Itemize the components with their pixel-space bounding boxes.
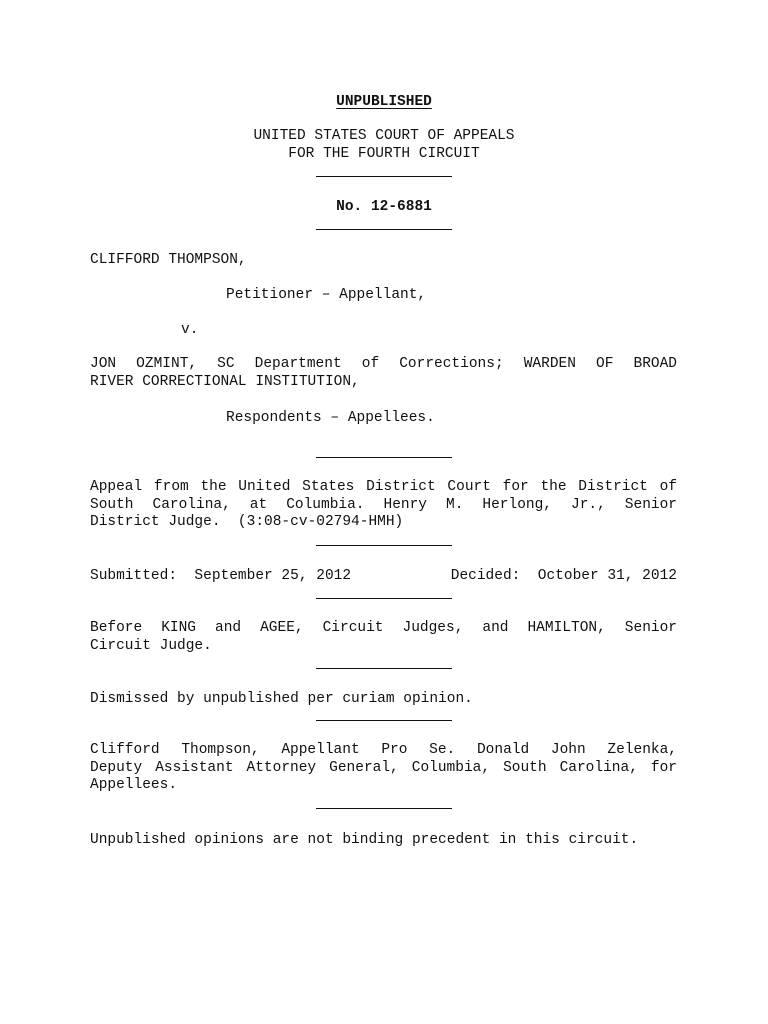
divider-rule [316, 598, 452, 599]
divider-rule [316, 808, 452, 809]
counsel-line-2: Deputy Assistant Attorney General, Columbia, South Carolina, for [90, 759, 677, 776]
panel-line-2: Circuit Judge. [90, 637, 212, 654]
court-name-line-1: UNITED STATES COURT OF APPEALS [253, 128, 515, 144]
petitioner-name: CLIFFORD THOMPSON, [90, 252, 247, 268]
respondent-role: Respondents – Appellees. [226, 410, 435, 426]
disposition-text: Dismissed by unpublished per curiam opinion. [90, 691, 473, 707]
appeal-line-1: Appeal from the United States District Court for the District of [90, 479, 677, 495]
petitioner-role: Petitioner – Appellant, [226, 287, 427, 303]
divider-rule [316, 457, 452, 458]
respondents-block [90, 356, 677, 391]
panel-line-1: Before KING and AGEE, Circuit Judges, and HAMILTON, Senior [90, 620, 677, 636]
panel-paragraph [90, 620, 677, 655]
counsel-line-1: Clifford Thompson, Appellant Pro Se. Donald John Zelenka, [90, 742, 677, 758]
divider-rule [316, 720, 452, 721]
divider-rule [316, 176, 452, 177]
divider-rule [316, 668, 452, 669]
court-name-line-2: FOR THE FOURTH CIRCUIT [288, 146, 480, 162]
submitted-date: Submitted: September 25, 2012 [90, 568, 352, 584]
versus-label: v. [181, 322, 199, 338]
precedent-note: Unpublished opinions are not binding precedent in this circuit. [90, 832, 639, 848]
respondent-line-2: RIVER CORRECTIONAL INSTITUTION, [90, 373, 360, 390]
divider-rule [316, 545, 452, 546]
respondent-line-1: JON OZMINT, SC Department of Corrections; WARDEN OF BROAD [90, 356, 677, 372]
case-number: No. 12-6881 [336, 199, 432, 215]
unpublished-label: UNPUBLISHED [336, 94, 432, 110]
appeal-line-2: South Carolina, at Columbia. Henry M. Herlong, Jr., Senior [90, 496, 677, 513]
appeal-paragraph [90, 479, 677, 532]
counsel-paragraph [90, 742, 677, 795]
dates-row [90, 567, 677, 585]
decided-date: Decided: October 31, 2012 [450, 568, 677, 584]
appeal-line-3: District Judge. (3:08-cv-02794-HMH) [90, 514, 404, 530]
counsel-line-3: Appellees. [90, 777, 178, 793]
divider-rule [316, 229, 452, 230]
